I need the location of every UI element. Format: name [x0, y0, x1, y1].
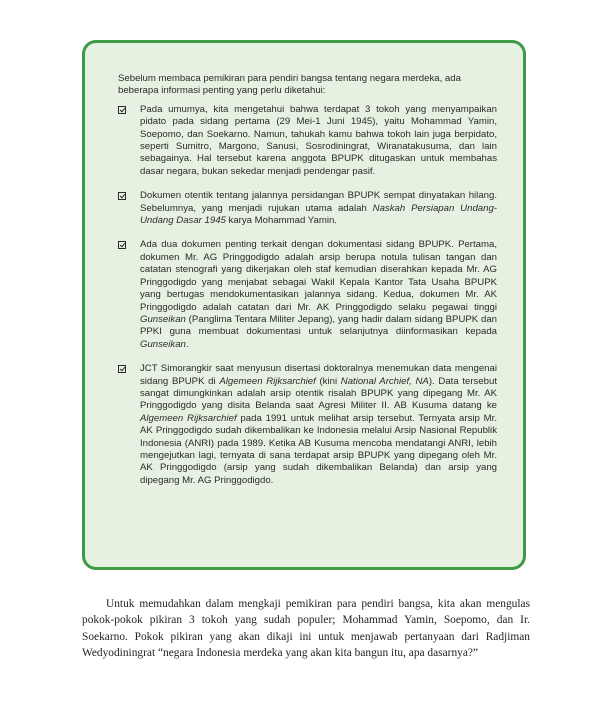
text-segment-italic: Algemeen Rijksarchief	[219, 375, 316, 387]
text-segment-italic: Algemeen Rijksarchief	[140, 412, 237, 424]
text-segment: Pada umumya, kita mengetahui bahwa terdapat 3 tokoh yang menyampaikan pidato pada sidang pertama (29 Mei-1 Juni 1945), yaitu Mohammad Yamin, Soepomo, dan Soekarno. Namun, tahukah kamu bahwa tokoh lain juga berpidato, seperti Sumitro, Margono, Sanusi, Sosrodiningrat, Wiranatakusuma, dan lain sebagainya. Hal tersebut karena anggota BPUPK ditugaskan untuk membahas dasar negara, bukan sekedar menjadi pendengar pasif.	[140, 103, 497, 177]
checklist-item-text	[140, 190, 497, 227]
text-segment: pada 1991 untuk melihat arsip tersebut. Ternyata arsip Mr. AK Pringgodigdo sudah dikembalikan ke Indonesia melalui Arsip Nasional Republik Indonesia (ANRI) pada 1989. Ketika AB Kusuma mencoba mendatangi ANRI, lebih mengejutkan lagi, ternyata di sana terdapat arsip BPUPK yang dipegang oleh Mr. AK Pringgodigdo (arsip yang sudah dikembalikan Belanda) dan arsip yang dipegang Mr. AG Pringgodigdo.	[140, 412, 497, 486]
info-box	[82, 40, 526, 570]
text-segment: Dokumen otentik tentang jalannya persidangan BPUPK sempat dinyatakan hilang. Sebelumnya, yang menjadi rujukan utama adalah	[140, 190, 497, 214]
checkbox-checked-icon	[118, 106, 126, 114]
text-segment: ). Data tersebut sangat dimungkinkan adalah arsip otentik risalah BPUPK yang dipegang Mr. AK Pringgodigdo yang disita Belanda saat Agresi Militer II. AB Kusuma datang ke	[140, 375, 498, 412]
checklist-item	[118, 363, 497, 487]
text-segment-italic: National Archief, NA	[340, 375, 429, 387]
text-segment: (kini	[315, 375, 341, 387]
text-segment-italic: Gunseikan	[140, 313, 186, 325]
checklist-item	[118, 190, 497, 227]
info-box-intro: Sebelum membaca pemikiran para pendiri bangsa tentang negara merdeka, ada beberapa informasi penting yang perlu diketahui:	[118, 73, 461, 97]
checklist-item-text	[140, 363, 497, 487]
text-segment: (Panglima Tentara Militer Jepang), yang hadir dalam sidang BPUPK dan PPKI guna membuat dokumentasi untuk selanjutnya diinformasikan kepada	[140, 313, 497, 338]
checklist-item-text	[140, 239, 497, 351]
text-segment: .	[185, 338, 189, 350]
text-segment-italic: Gunseikan	[140, 338, 186, 350]
checklist	[118, 104, 497, 487]
text-segment: Ada dua dokumen penting terkait dengan dokumentasi sidang BPUPK. Pertama, dokumen Mr. AG Pringgodigdo adalah arsip berupa notula tulisan tangan dan catatan stenografi yang dikerjakan oleh staf kemudian diserahkan kepada Mr. AG Pringgodigdo yang menjabat sebagai Wakil Kepala Kantor Tata Usaha BPUPK yang bertugas mendokumentasikan jalannya sidang. Kedua, dokumen Mr. AK Pringgodigdo adalah catatan dari Mr. AK Pringgodigdo selaku pegawai tinggi	[140, 239, 497, 313]
checkbox-checked-icon	[118, 192, 126, 200]
body-paragraph: Untuk memudahkan dalam mengkaji pemikiran para pendiri bangsa, kita akan mengulas pokok-pokok pikiran 3 tokoh yang sudah populer; Mohammad Yamin, Soepomo, dan Ir. Soekarno. Pokok pikiran yang akan dikaji ini untuk menjawab pertanyaan dari Radjiman Wedyodiningrat “negara Indonesia merdeka yang akan kita bangun itu, apa dasarnya?”	[82, 598, 530, 660]
checklist-item	[118, 239, 497, 351]
checklist-item	[118, 104, 497, 178]
text-segment: JCT Simorangkir saat menyusun disertasi doktoralnya menemukan data mengenai sidang BPUPK di	[140, 363, 497, 387]
text-segment: karya Mohammad Yamin.	[225, 215, 337, 227]
text-segment-italic: Naskah Persiapan Undang-Undang Dasar 1945	[140, 202, 497, 227]
checklist-item-text	[140, 104, 497, 178]
checkbox-checked-icon	[118, 365, 126, 373]
checkbox-checked-icon	[118, 241, 126, 249]
